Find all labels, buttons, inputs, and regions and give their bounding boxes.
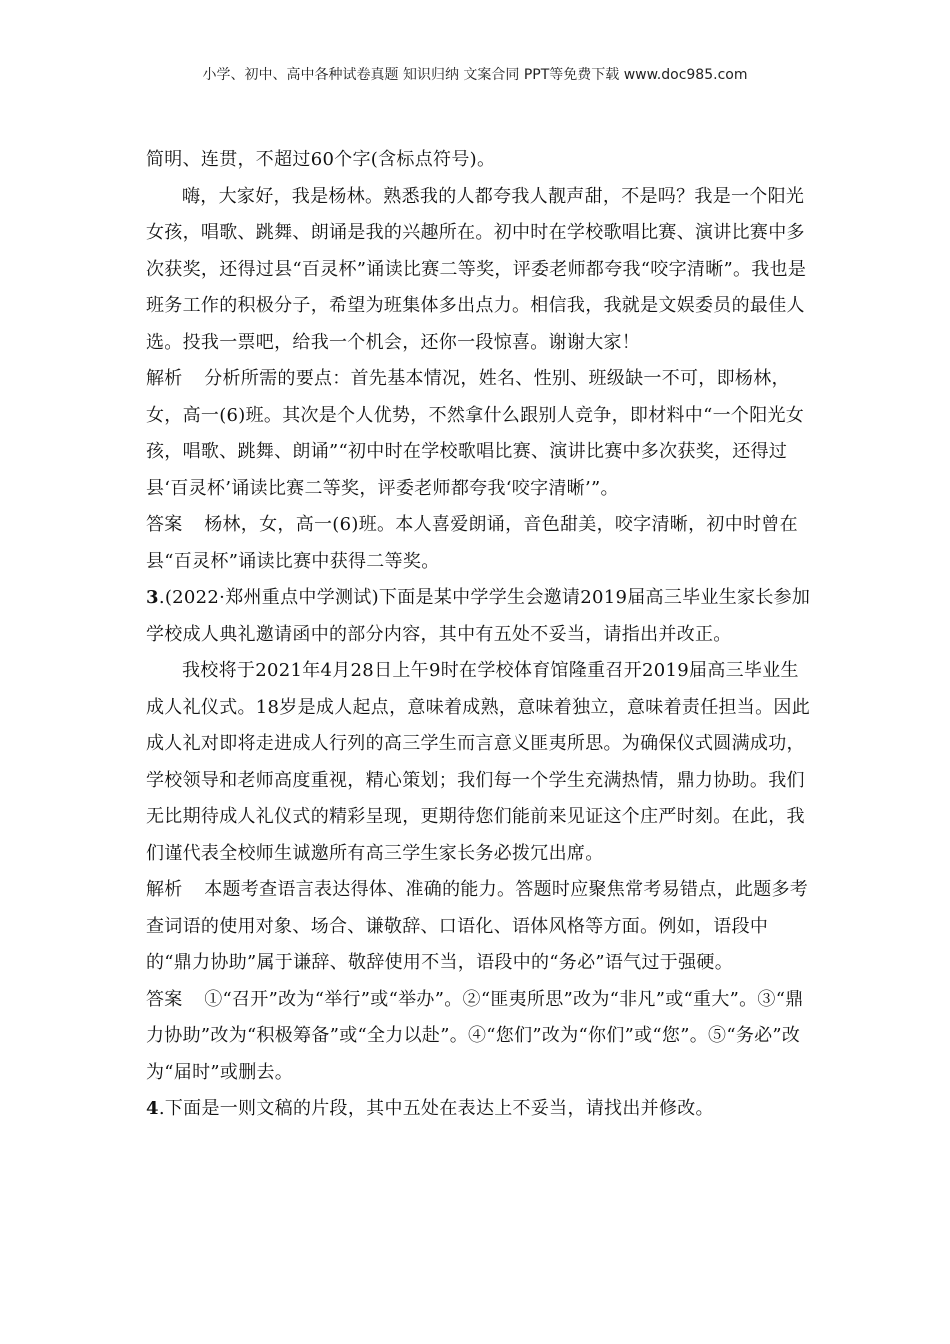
page-header: 小学、初中、高中各种试卷真题 知识归纳 文案合同 PPT等免费下载 www.doc985.com	[202, 67, 748, 83]
analysis-label: 解析	[146, 879, 183, 900]
question-number: 3	[146, 587, 159, 608]
analysis-text: 分析所需的要点：首先基本情况，姓名、性别、班级缺一不可，即杨林，女，高一(6)班。其次是个人优势，不然拿什么跟别人竞争，即材料中“一个阳光女孩，唱歌、跳舞、朗诵”“初中时在学校歌唱比赛、演讲比赛中多次获奖，还得过县‘百灵杯’诵读比赛二等奖，评委老师都夸我‘咬字清晰’”。	[146, 368, 805, 499]
q2-requirement-tail: 简明、连贯，不超过60个字(含标点符号)。	[146, 149, 496, 170]
answer-text: 杨林，女，高一(6)班。本人喜爱朗诵，音色甜美，咬字清晰，初中时曾在县“百灵杯”诵读比赛中获得二等奖。	[146, 514, 798, 572]
document-body	[146, 142, 812, 1128]
q3-prompt	[146, 580, 812, 653]
q3-analysis	[146, 872, 812, 982]
answer-text: ①“召开”改为“举行”或“举办”。②“匪夷所思”改为“非凡”或“重大”。③“鼎力协助”改为“积极筹备”或“全力以赴”。④“您们”改为“你们”或“您”。⑤“务必”改为“届时”或删去。	[146, 988, 804, 1083]
answer-label: 答案	[146, 988, 183, 1010]
question-number: 4	[146, 1098, 159, 1119]
answer-label: 答案	[146, 514, 183, 535]
question-text: .下面是一则文稿的片段，其中五处在表达上不妥当，请找出并修改。	[158, 1098, 714, 1119]
q3-answer	[146, 982, 812, 1092]
analysis-label: 解析	[146, 368, 183, 389]
q4-prompt	[146, 1091, 812, 1128]
q2-answer	[146, 507, 812, 580]
q3-material: 我校将于2021年4月28日上午9时在学校体育馆隆重召开2019届高三毕业生成人礼仪式。18岁是成人起点，意味着成熟，意味着独立，意味着责任担当。因此成人礼对即将走进成人行列的高三学生而言意义匪夷所思。为确保仪式圆满成功，学校领导和老师高度重视，精心策划；我们每一个学生充满热情，鼎力协助。我们无比期待成人礼仪式的精彩呈现，更期待您们能前来见证这个庄严时刻。在此，我们谨代表全校师生诚邀所有高三学生家长务必拨冗出席。	[146, 660, 811, 864]
q2-material: 嗨，大家好，我是杨林。熟悉我的人都夸我人靓声甜，不是吗？我是一个阳光女孩，唱歌、跳舞、朗诵是我的兴趣所在。初中时在学校歌唱比赛、演讲比赛中多次获奖，还得过县“百灵杯”诵读比赛二等奖，评委老师都夸我“咬字清晰”。我也是班务工作的积极分子，希望为班集体多出点力。相信我，我就是文娱委员的最佳人选。投我一票吧，给我一个机会，还你一段惊喜。谢谢大家！	[146, 185, 807, 353]
q2-analysis	[146, 361, 812, 507]
question-text: .(2022·郑州重点中学测试)下面是某中学学生会邀请2019届高三毕业生家长参加学校成人典礼邀请函中的部分内容，其中有五处不妥当，请指出并改正。	[146, 587, 811, 645]
analysis-text: 本题考查语言表达得体、准确的能力。答题时应聚焦常考易错点，此题多考查词语的使用对象、场合、谦敬辞、口语化、语体风格等方面。例如，语段中的“鼎力协助”属于谦辞、敬辞使用不当，语段中的“务必”语气过于强硬。	[146, 879, 809, 973]
